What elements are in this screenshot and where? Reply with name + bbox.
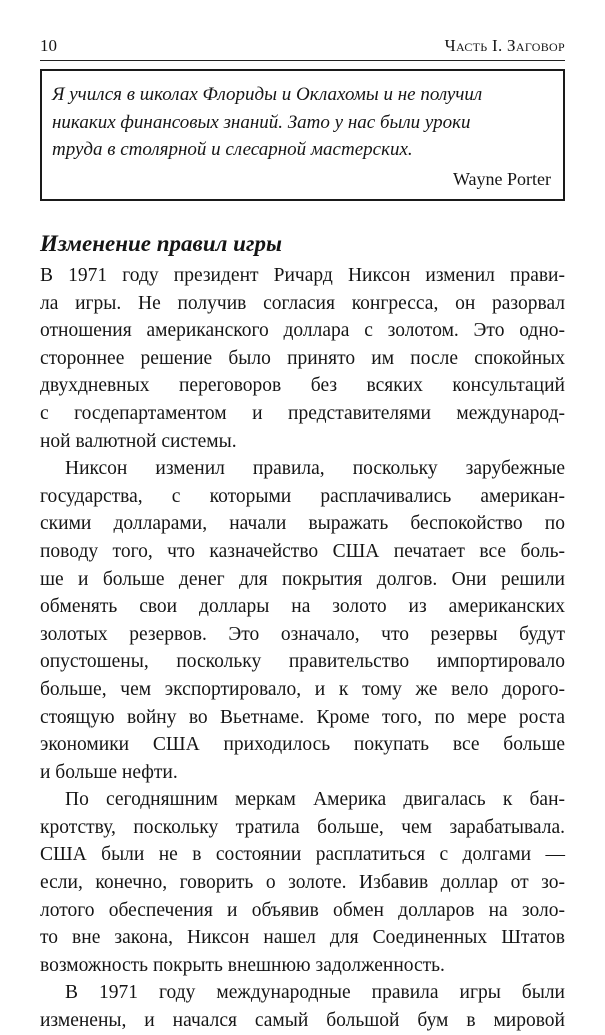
text-line: В 1971 году президент Ричард Никсон изменил прави- bbox=[40, 265, 565, 286]
body-text bbox=[40, 262, 565, 1035]
running-header bbox=[40, 34, 565, 58]
text-line: Никсон изменил правила, поскольку зарубежные bbox=[65, 458, 565, 480]
text-line: В 1971 году международные правила игры были bbox=[65, 982, 565, 1004]
text-line: стоящую войну во Вьетнаме. Кроме того, по мере роста bbox=[40, 706, 565, 728]
text-line: возможность покрыть внешнюю задолженность. bbox=[40, 954, 445, 976]
text-line: изменены, и начался самый большой бум в мировой bbox=[40, 1010, 565, 1032]
text-line: поводу того, что казначейство США печатает все боль- bbox=[40, 540, 565, 562]
text-line: скими долларами, начали выражать беспокойство по bbox=[40, 513, 565, 535]
text-line: если, конечно, говорить о золоте. Избавив доллар от зо- bbox=[40, 872, 565, 894]
text-line: По сегодняшним меркам Америка двигалась к бан- bbox=[65, 789, 565, 811]
epigraph-text bbox=[52, 81, 551, 164]
epigraph-line: никаких финансовых знаний. Зато у нас были уроки bbox=[52, 111, 471, 133]
text-line: государства, с которыми расплачивались американ- bbox=[40, 485, 565, 507]
paragraph-2 bbox=[40, 455, 565, 786]
running-title: Часть I. Заговор bbox=[444, 36, 565, 55]
text-line: опустошены, поскольку правительство импортировало bbox=[40, 651, 565, 673]
text-line: ше и больше денег для покрытия долгов. Они решили bbox=[40, 568, 565, 590]
text-line: с госдепартаментом и представителями международ- bbox=[40, 402, 565, 424]
text-line: ла игры. Не получив согласия конгресса, он разорвал bbox=[40, 292, 565, 314]
text-line: стороннее решение было принято им после спокойных bbox=[40, 347, 565, 369]
epigraph-line: Я учился в школах Флориды и Оклахомы и не получил bbox=[52, 84, 483, 105]
text-line: золотых резервов. Это означало, что резервы будут bbox=[40, 623, 565, 645]
text-line: то вне закона, Никсон нашел для Соединенных Штатов bbox=[40, 927, 565, 949]
page-number: 10 bbox=[40, 36, 57, 55]
text-line: кротству, поскольку тратила больше, чем зарабатывала. bbox=[40, 816, 565, 838]
text-line: лотого обеспечения и объявив обмен долларов на золо- bbox=[40, 899, 565, 921]
epigraph-author: Wayne Porter bbox=[452, 169, 551, 189]
text-line: обменять свои доллары на золото из американских bbox=[40, 596, 565, 618]
book-page bbox=[40, 0, 565, 1032]
section-heading: Изменение правил игры bbox=[40, 231, 282, 256]
header-rule bbox=[40, 60, 565, 61]
text-line: США были не в состоянии расплатиться с долгами — bbox=[40, 844, 565, 866]
text-line: и больше нефти. bbox=[40, 761, 178, 783]
text-line: больше, чем экспортировало, и к тому же вело дорого- bbox=[40, 678, 565, 700]
paragraph-1 bbox=[40, 262, 565, 455]
paragraph-3 bbox=[40, 786, 565, 979]
text-line: ной валютной системы. bbox=[40, 430, 237, 452]
text-line: отношения американского доллара с золотом. Это одно- bbox=[40, 320, 565, 342]
epigraph-box bbox=[40, 69, 565, 201]
paragraph-4 bbox=[40, 979, 565, 1034]
text-line: экономики США приходилось покупать все больше bbox=[40, 734, 565, 756]
epigraph-line: труда в столярной и слесарной мастерских. bbox=[52, 139, 413, 160]
text-line: двухдневных переговоров без всяких консультаций bbox=[40, 375, 565, 397]
